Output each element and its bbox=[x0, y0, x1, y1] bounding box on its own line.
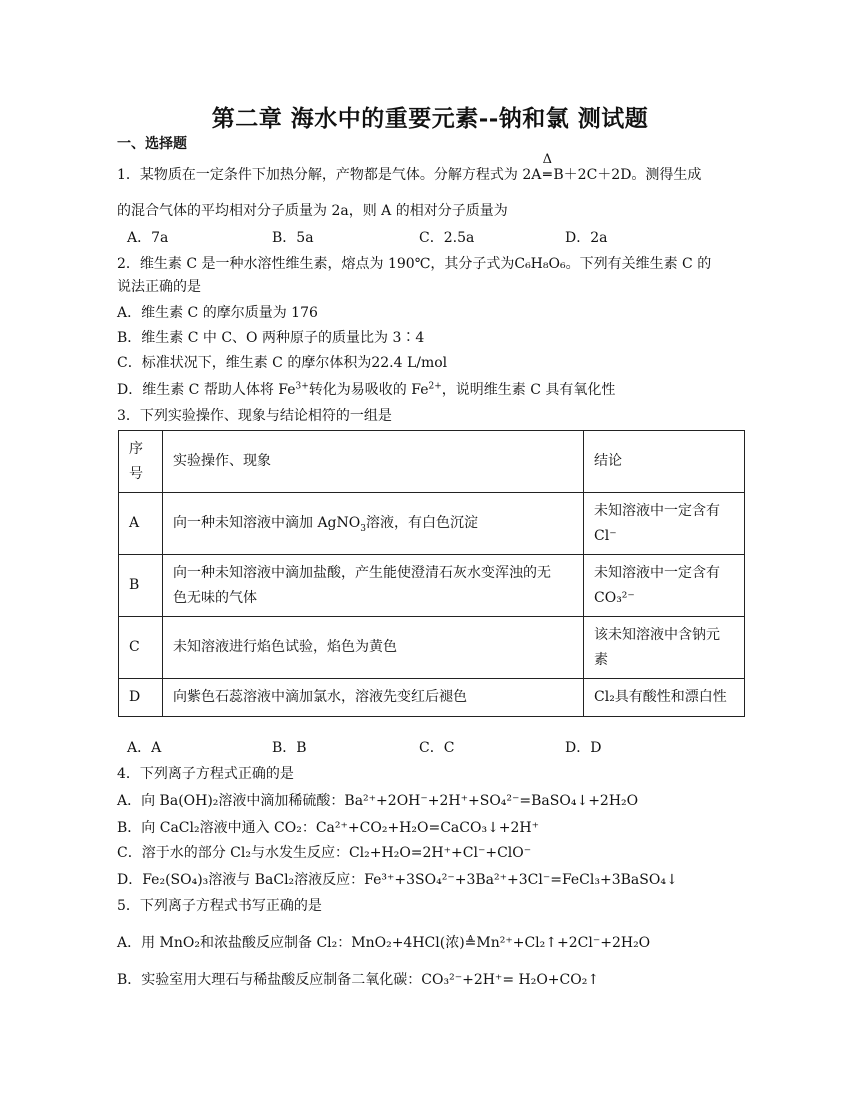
question-5-stem: 5．下列离子方程式书写正确的是 bbox=[117, 898, 322, 914]
header-conclusion: 结论 bbox=[584, 431, 745, 493]
equals-sign: ═ bbox=[543, 167, 552, 183]
q4-option-d: D．Fe₂(SO₄)₃溶液与 BaCl₂溶液反应：Fe³⁺+3SO₄²⁻+3Ba²⁺+3Cl⁻=FeCl₃+3BaSO₄↓ bbox=[117, 872, 678, 888]
q1-option-b: B．5a bbox=[272, 230, 314, 246]
table-row bbox=[119, 493, 745, 555]
q1-text-pre: 1．某物质在一定条件下加热分解，产物都是气体。分解方程式为 2A bbox=[117, 167, 542, 183]
table-row bbox=[119, 617, 745, 679]
question-2-line-2: 说法正确的是 bbox=[117, 279, 201, 295]
row-id: D bbox=[119, 679, 163, 717]
q2-optd-pre: D．维生素 C 帮助人体将 Fe bbox=[117, 382, 296, 398]
q3-option-d: D．D bbox=[565, 740, 602, 756]
section-heading: 一、选择题 bbox=[117, 136, 187, 152]
fe2-charge: 2+ bbox=[428, 381, 442, 392]
q2-option-a: A．维生素 C 的摩尔质量为 176 bbox=[117, 305, 318, 321]
q2-option-b: B．维生素 C 中 C、O 两种原子的质量比为 3∶4 bbox=[117, 330, 425, 346]
q4-option-b: B．向 CaCl₂溶液中通入 CO₂：Ca²⁺+CO₂+H₂O=CaCO₃↓+2H⁺ bbox=[117, 820, 540, 836]
table-row bbox=[119, 555, 745, 617]
row-conclusion: 未知溶液中一定含有 Cl⁻ bbox=[584, 493, 745, 555]
table-header-row bbox=[119, 431, 745, 493]
row-conclusion: 未知溶液中一定含有 CO₃²⁻ bbox=[584, 555, 745, 617]
q4-option-c: C．溶于水的部分 Cl₂与水发生反应：Cl₂+H₂O=2H⁺+Cl⁻+ClO⁻ bbox=[117, 845, 532, 861]
heat-equals-symbol bbox=[541, 152, 553, 185]
q1-option-c: C．2.5a bbox=[419, 230, 475, 246]
q2-optd-post: ，说明维生素 C 具有氧化性 bbox=[441, 382, 616, 398]
row-operation: 向紫色石蕊溶液中滴加氯水，溶液先变红后褪色 bbox=[163, 679, 584, 717]
fe3-charge: 3+ bbox=[295, 381, 309, 392]
question-1-line-2: 的混合气体的平均相对分子质量为 2a，则 A 的相对分子质量为 bbox=[117, 203, 508, 219]
page-title: 第二章 海水中的重要元素--钠和氯 测试题 bbox=[211, 105, 649, 132]
experiment-table bbox=[118, 430, 745, 717]
q1-option-d: D．2a bbox=[565, 230, 608, 246]
row-operation: 未知溶液进行焰色试验，焰色为黄色 bbox=[163, 617, 584, 679]
question-4-stem: 4．下列离子方程式正确的是 bbox=[117, 766, 294, 782]
table-row bbox=[119, 679, 745, 717]
question-3-stem: 3．下列实验操作、现象与结论相符的一组是 bbox=[117, 408, 392, 424]
q2-text-pre: 2．维生素 C 是一种水溶性维生素，熔点为 190℃，其分子式为 bbox=[117, 256, 515, 272]
question-3-options bbox=[127, 738, 727, 758]
q3-option-a: A．A bbox=[127, 740, 162, 756]
q2-option-c: C．标准状况下，维生素 C 的摩尔体积为22.4 L/mol bbox=[117, 355, 448, 371]
q3-option-b: B．B bbox=[272, 740, 307, 756]
question-2-line-1 bbox=[117, 254, 711, 274]
q2-option-d bbox=[117, 380, 615, 400]
q1-text-post: B＋2C＋2D。测得生成 bbox=[553, 167, 702, 183]
q1-option-a: A．7a bbox=[127, 230, 169, 246]
row-id: B bbox=[119, 555, 163, 617]
header-index: 序号 bbox=[119, 431, 163, 493]
row-operation: 向一种未知溶液中滴加盐酸，产生能使澄清石灰水变浑浊的无 色无味的气体 bbox=[163, 555, 584, 617]
q2-optd-mid: 转化为易吸收的 Fe bbox=[308, 382, 429, 398]
q5-option-b: B．实验室用大理石与稀盐酸反应制备二氧化碳：CO₃²⁻+2H⁺= H₂O+CO₂↑ bbox=[117, 972, 600, 988]
row-id: A bbox=[119, 493, 163, 555]
row-operation: 向一种未知溶液中滴加 AgNO$_3$溶液，有白色沉淀 bbox=[163, 493, 584, 555]
vitamin-c-formula: C₆H₈O₆ bbox=[514, 256, 566, 272]
header-operation: 实验操作、现象 bbox=[163, 431, 584, 493]
row-id: C bbox=[119, 617, 163, 679]
q3-option-c: C．C bbox=[419, 740, 455, 756]
row-conclusion: Cl₂具有酸性和漂白性 bbox=[584, 679, 745, 717]
q4-option-a: A．向 Ba(OH)₂溶液中滴加稀硫酸：Ba²⁺+2OH⁻+2H⁺+SO₄²⁻=BaSO₄↓+2H₂O bbox=[117, 793, 639, 809]
question-1-options bbox=[127, 228, 727, 248]
q2-text-post: 。下列有关维生素 C 的 bbox=[565, 256, 712, 272]
row-conclusion: 该未知溶液中含钠元 素 bbox=[584, 617, 745, 679]
delta-symbol: Δ bbox=[542, 152, 553, 167]
question-1-line-1 bbox=[117, 152, 702, 185]
q5-option-a: A．用 MnO₂和浓盐酸反应制备 Cl₂：MnO₂+4HCl(浓)≜Mn²⁺+Cl₂↑+2Cl⁻+2H₂O bbox=[117, 935, 651, 951]
